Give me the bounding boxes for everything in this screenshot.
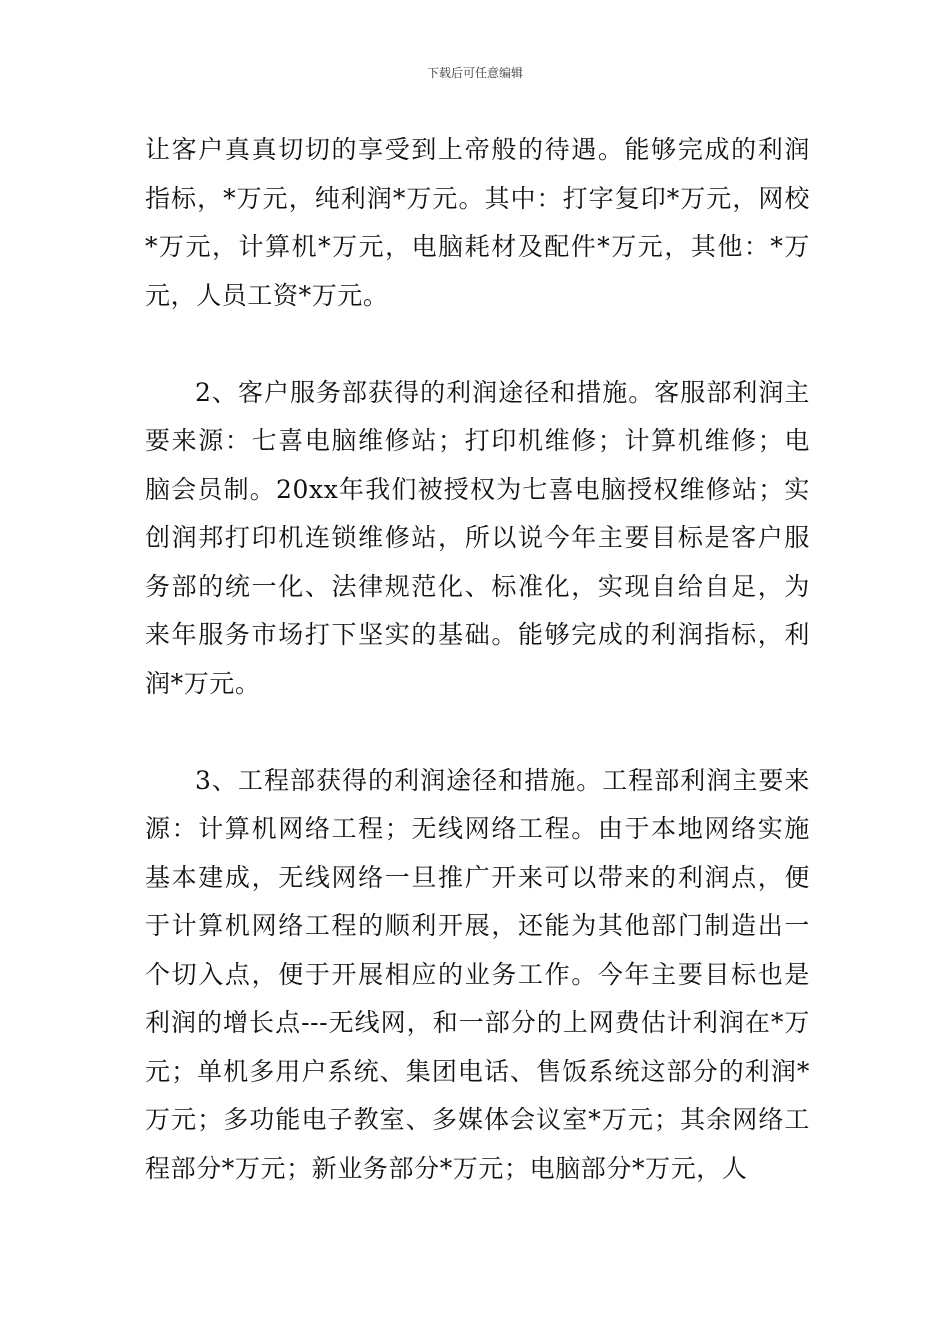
paragraph-spacer <box>145 708 810 757</box>
document-body <box>145 126 810 1193</box>
paragraph-spacer <box>145 320 810 369</box>
paragraph-profit-summary: 让客户真真切切的享受到上帝般的待遇。能够完成的利润指标，*万元，纯利润*万元。其中：打字复印*万元，网校*万元，计算机*万元，电脑耗材及配件*万元，其他：*万元，人员工资*万元。 <box>145 135 810 310</box>
paragraph-customer-service: 2、客户服务部获得的利润途径和措施。客服部利润主要来源：七喜电脑维修站；打印机维修；计算机维修；电脑会员制。20xx年我们被授权为七喜电脑授权维修站；实创润邦打印机连锁维修站，所以说今年主要目标是客户服务部的统一化、法律规范化、标准化，实现自给自足，为来年服务市场打下坚实的基础。能够完成的利润指标，利润*万元。 <box>145 377 810 698</box>
paragraph-engineering: 3、工程部获得的利润途径和措施。工程部利润主要来源：计算机网络工程；无线网络工程。由于本地网络实施基本建成，无线网络一旦推广开来可以带来的利润点，便于计算机网络工程的顺利开展，还能为其他部门制造出一个切入点，便于开展相应的业务工作。今年主要目标也是利润的增长点---无线网，和一部分的上网费估计利润在*万元；单机多用户系统、集团电话、售饭系统这部分的利润*万元；多功能电子教室、多媒体会议室*万元；其余网络工程部分*万元；新业务部分*万元；电脑部分*万元，人 <box>145 765 810 1183</box>
page-header-note: 下载后可任意编辑 <box>426 66 523 80</box>
